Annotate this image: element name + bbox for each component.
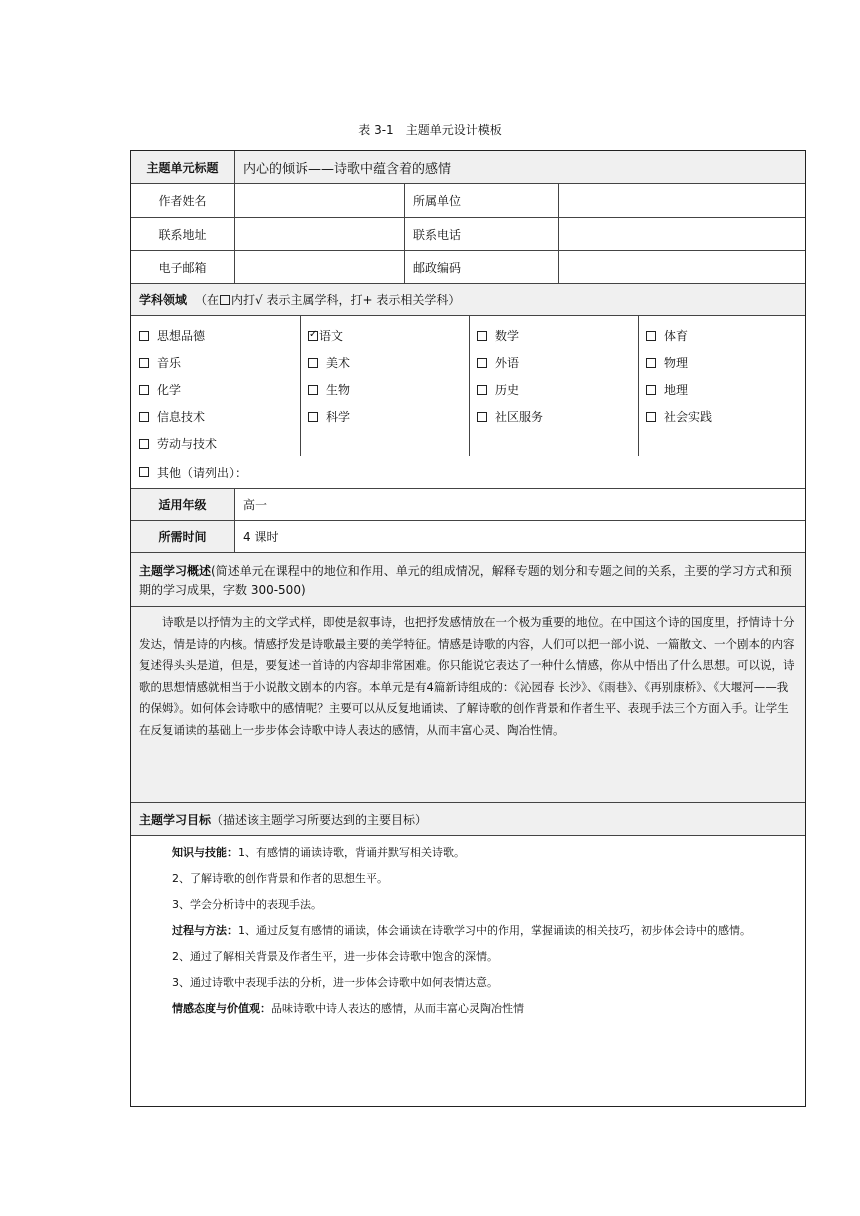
subject-item[interactable]: 科学 bbox=[308, 408, 350, 425]
subjects-divider bbox=[300, 316, 301, 456]
checkbox-icon[interactable] bbox=[646, 412, 656, 422]
checkbox-icon[interactable] bbox=[477, 385, 487, 395]
goals-header-row bbox=[131, 803, 805, 836]
checkbox-icon[interactable] bbox=[477, 331, 487, 341]
overview-text: 诗歌是以抒情为主的文学式样，即使是叙事诗，也把抒发感情放在一个极为重要的地位。在中国这个诗的国度里，抒情诗十分发达，情是诗的内核。情感抒发是诗歌最主要的美学特征。情感是诗歌的内容，人们可以把一部小说、一篇散文、一个剧本的内容复述得头头是道，但是，要复述一首诗的内容却非常困难。你只能说它表达了一种什么情感，你从中悟出了什么思想。可以说，诗歌的思想情感就相当于小说散文剧本的内容。本单元是有4篇新诗组成的：《沁园春 长沙》、《雨巷》、《再别康桥》、《大堰河——我的保姆》。如何体会诗歌中的感情呢？主要可以从反复地诵读、了解诗歌的创作背景和作者生平、表现手法三个方面入手。让学生在反复诵读的基础上一步步体会诗歌中诗人表达的感情，从而丰富心灵、陶冶性情。 bbox=[139, 615, 795, 737]
goals-header-note: （描述该主题学习所要达到的主要目标） bbox=[211, 812, 428, 827]
process-goal-3: 3、通过诗歌中表现手法的分析，进一步体会诗歌中如何表情达意。 bbox=[172, 976, 498, 989]
checkbox-icon[interactable] bbox=[139, 439, 149, 449]
checkbox-icon[interactable] bbox=[477, 358, 487, 368]
subject-item[interactable]: 地理 bbox=[646, 381, 688, 398]
title-label: 主题单元标题 bbox=[131, 151, 235, 183]
checkbox-icon[interactable] bbox=[139, 385, 149, 395]
postcode-value bbox=[559, 251, 805, 283]
goals-body-row bbox=[131, 836, 805, 1106]
subject-header-row bbox=[131, 284, 805, 316]
time-row bbox=[131, 521, 805, 553]
other-row bbox=[131, 456, 805, 489]
unit-value bbox=[559, 184, 805, 217]
subject-item[interactable]: 劳动与技术 bbox=[139, 435, 217, 452]
grade-label: 适用年级 bbox=[131, 489, 235, 520]
subject-item[interactable]: 生物 bbox=[308, 381, 350, 398]
address-label: 联系地址 bbox=[131, 218, 235, 250]
goals-text bbox=[139, 840, 797, 1022]
overview-header-row bbox=[131, 553, 805, 607]
subject-item[interactable]: 数学 bbox=[477, 327, 519, 344]
subject-item[interactable]: 体育 bbox=[646, 327, 688, 344]
overview-header-note: (简述单元在课程中的地位和作用、单元的组成情况，解释专题的划分和专题之间的关系，主要的学习方式和预期的学习成果，字数 300-500) bbox=[139, 564, 792, 597]
unit-label: 所属单位 bbox=[405, 184, 559, 217]
subject-item[interactable]: 化学 bbox=[139, 381, 181, 398]
subject-item[interactable]: 外语 bbox=[477, 354, 519, 371]
overview-body-row bbox=[131, 607, 805, 803]
checkbox-icon[interactable] bbox=[139, 412, 149, 422]
subject-item[interactable]: 物理 bbox=[646, 354, 688, 371]
info-row-email bbox=[131, 251, 805, 284]
subject-header bbox=[131, 284, 805, 315]
title-row bbox=[131, 151, 805, 184]
time-label: 所需时间 bbox=[131, 521, 235, 552]
subject-header-note-2: 内打√ 表示主属学科，打+ 表示相关学科） bbox=[231, 293, 461, 307]
subject-item[interactable]: 美术 bbox=[308, 354, 350, 371]
author-label: 作者姓名 bbox=[131, 184, 235, 217]
checkbox-icon[interactable] bbox=[139, 358, 149, 368]
other-subject[interactable] bbox=[131, 456, 805, 488]
checkbox-icon[interactable] bbox=[139, 467, 149, 477]
phone-label: 联系电话 bbox=[405, 218, 559, 250]
subjects-divider bbox=[469, 316, 470, 456]
subject-item[interactable]: 社区服务 bbox=[477, 408, 543, 425]
subject-item[interactable]: 历史 bbox=[477, 381, 519, 398]
subject-header-note: （在 bbox=[195, 293, 220, 307]
checkbox-icon[interactable] bbox=[646, 331, 656, 341]
info-row-address bbox=[131, 218, 805, 251]
table-caption: 表 3-1 主题单元设计模板 bbox=[358, 123, 502, 137]
checked-checkbox-icon[interactable] bbox=[308, 331, 318, 341]
subject-item-checked[interactable]: ✓语文 bbox=[308, 327, 343, 344]
goals-header bbox=[131, 803, 805, 835]
title-value: 内心的倾诉——诗歌中蕴含着的感情 bbox=[243, 161, 452, 177]
checkbox-icon[interactable] bbox=[477, 412, 487, 422]
overview-header-title: 主题学习概述 bbox=[139, 564, 212, 578]
subject-header-title: 学科领域 bbox=[139, 293, 188, 307]
postcode-label: 邮政编码 bbox=[405, 251, 559, 283]
checkbox-icon[interactable] bbox=[308, 358, 318, 368]
knowledge-goal-1: 知识与技能：1、有感情的诵读诗歌，背诵并默写相关诗歌。 bbox=[172, 846, 465, 859]
subjects-divider bbox=[638, 316, 639, 456]
subject-item[interactable]: 音乐 bbox=[139, 354, 181, 371]
process-goal-1: 过程与方法：1、通过反复有感情的诵读，体会诵读在诗歌学习中的作用，掌握诵读的相关技巧，初步体会诗中的感情。 bbox=[172, 924, 751, 937]
design-template-table bbox=[130, 150, 806, 1107]
knowledge-goal-3: 3、学会分析诗中的表现手法。 bbox=[172, 898, 322, 911]
process-goal-2: 2、通过了解相关背景及作者生平，进一步体会诗歌中饱含的深情。 bbox=[172, 950, 498, 963]
goals-header-title: 主题学习目标 bbox=[139, 812, 212, 827]
emotion-goal: 情感态度与价值观：品味诗歌中诗人表达的感情，从而丰富心灵陶冶性情 bbox=[172, 1002, 524, 1015]
time-value: 4 课时 bbox=[243, 530, 279, 544]
overview-header bbox=[139, 562, 797, 600]
grade-row bbox=[131, 489, 805, 521]
email-value bbox=[235, 251, 405, 283]
subject-item[interactable]: 信息技术 bbox=[139, 408, 205, 425]
phone-value bbox=[559, 218, 805, 250]
checkbox-icon[interactable] bbox=[646, 385, 656, 395]
checkbox-icon[interactable] bbox=[646, 358, 656, 368]
info-row-author bbox=[131, 184, 805, 218]
other-label: 其他（请列出）： bbox=[157, 465, 248, 480]
knowledge-goal-2: 2、了解诗歌的创作背景和作者的思想生平。 bbox=[172, 872, 388, 885]
author-value bbox=[235, 184, 405, 217]
email-label: 电子邮箱 bbox=[131, 251, 235, 283]
checkbox-icon[interactable] bbox=[139, 331, 149, 341]
subject-item[interactable]: 思想品德 bbox=[139, 327, 205, 344]
empty-checkbox-icon bbox=[220, 295, 230, 305]
subjects-grid bbox=[131, 316, 805, 456]
address-value bbox=[235, 218, 405, 250]
grade-value: 高一 bbox=[243, 498, 268, 512]
checkbox-icon[interactable] bbox=[308, 385, 318, 395]
subject-item[interactable]: 社会实践 bbox=[646, 408, 712, 425]
checkbox-icon[interactable] bbox=[308, 412, 318, 422]
